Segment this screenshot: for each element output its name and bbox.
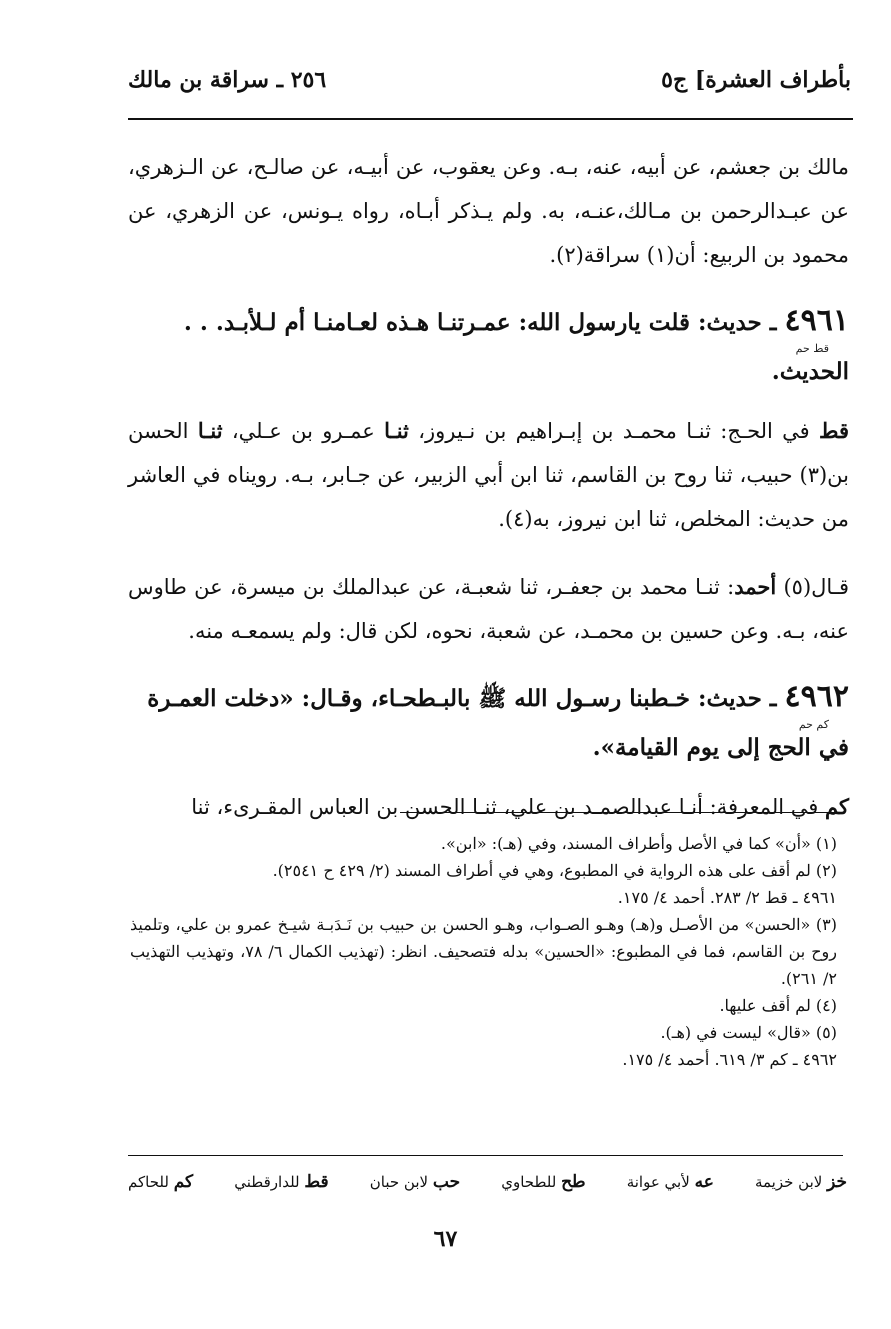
source-text: الحسن بن(٣) حبيب، ثنا روح بن القاسم، ثنا ابن أبي الزبير، عن جـابر، بـه. رويناه في العاشر من حديث: المخلص، ثنا ابن نيروز، به(٤). bbox=[128, 419, 849, 531]
legend-rule bbox=[128, 1155, 843, 1156]
hadith-number: ٤٩٦١ bbox=[784, 303, 849, 338]
source-text: في المعرفة: أنـا عبدالصمـد بن علي، ثنـا الحسن بن العباس المقـرىء، ثنا bbox=[191, 795, 826, 819]
footnote: (١) «أن» كما في الأصل وأطراف المسند، وفي (هـ): «ابن». bbox=[440, 834, 837, 853]
hadith-heading bbox=[128, 301, 849, 343]
source-text: عمـرو بن عـلي، bbox=[222, 419, 385, 443]
footnote: (٣) «الحسن» من الأصـل و(هـ) وهـو الصـواب، وهـو الحسن بن حبيب بن نَـدَبـة شيـخ عمرو بن علي، وتلميذ روح بن القاسم، فما في المطبوع: «الحسين» بدله فتصحيف. انظر: (تهذيب الكمال ٦/ ٧٨، وتهذيب التهذيب ٢/ ٢٦١). bbox=[130, 915, 837, 988]
hadith-heading bbox=[128, 677, 849, 719]
footnote: (٥) «قال» ليست في (هـ). bbox=[660, 1023, 837, 1042]
main-text bbox=[128, 145, 849, 853]
footnote-rule bbox=[400, 812, 839, 813]
source-abbr: كم bbox=[825, 794, 849, 819]
legend-item: حب لابن حبان bbox=[369, 1172, 461, 1192]
source-paragraph bbox=[128, 785, 849, 829]
legend-item: طح للطحاوي bbox=[501, 1172, 586, 1192]
hadith-sigla: قط حم bbox=[795, 342, 829, 355]
footnote: ٤٩٦١ ـ قط ٢/ ٢٨٣. أحمد ٤/ ١٧٥. bbox=[617, 888, 837, 907]
source-text: قـال(٥) bbox=[776, 575, 849, 599]
legend-item: كم للحاكم bbox=[128, 1172, 194, 1192]
legend-item: عه لأبي عوانة bbox=[626, 1172, 714, 1192]
footnote: (٢) لم أقف على هذه الرواية في المطبوع، وهي في أطراف المسند (٢/ ٤٢٩ ح ٢٥٤١). bbox=[272, 861, 837, 880]
source-paragraph bbox=[128, 409, 849, 541]
header-chapter-title: ٢٥٦ ـ سراقة بن مالك bbox=[128, 67, 327, 93]
hadith-number: ٤٩٦٢ bbox=[784, 679, 849, 714]
hadith-sigla: كم حم bbox=[798, 718, 829, 731]
source-text: : ثنـا محمد بن جعفـر، ثنا شعبـة، عن عبدالملك بن ميسرة، عن طاوس عنه، بـه. وعن حسين بن محمـد، عن شعبة، نحوه، لكن قال: ولم يسمعـه منه. bbox=[128, 575, 849, 643]
hadith-heading-text: ـ حديث: قلت يارسول الله: عمـرتنـا هـذه لعـامنـا أم لـلأبـد. . . bbox=[183, 309, 777, 336]
legend-item: خز لابن خزيمة bbox=[754, 1172, 847, 1192]
source-paragraph bbox=[128, 565, 849, 653]
running-header bbox=[128, 60, 851, 100]
abbreviation-legend bbox=[128, 1172, 847, 1192]
footnote: (٤) لم أقف عليها. bbox=[719, 996, 837, 1015]
header-rule bbox=[128, 118, 853, 120]
source-abbr: قط bbox=[819, 418, 850, 443]
header-book-title: بأطراف العشرة] ج٥ bbox=[661, 67, 851, 93]
page-number: ٦٧ bbox=[433, 1226, 458, 1252]
hadith-heading-tail: الحديث. bbox=[771, 358, 849, 385]
hadith-heading-tail: في الحج إلى يوم القيامة». bbox=[592, 734, 849, 761]
source-bold-word: ثنـا bbox=[197, 418, 223, 443]
source-abbr: أحمد bbox=[734, 574, 777, 599]
hadith-heading-text: ـ حديث: خـطبنا رسـول الله ﷺ بالبـطحـاء، وقـال: «دخلت العمـرة bbox=[147, 685, 777, 712]
intro-paragraph: مالك بن جعشم، عن أبيه، عنه، بـه. وعن يعقوب، عن أبيـه، عن صالـح، عن الـزهري، عن عبـدالرحمن بن مـالك،عنـه، به. ولم يـذكر أبـاه، رواه يـونس، عن الزهري، عن محمود بن الربيع: أن(١) سراقة(٢). bbox=[128, 155, 849, 267]
source-bold-word: ثنـا bbox=[384, 418, 409, 443]
footnote: ٤٩٦٢ ـ كم ٣/ ٦١٩. أحمد ٤/ ١٧٥. bbox=[622, 1050, 837, 1069]
source-text: في الحـج: ثنـا محمـد بن إبـراهيم بن نـيروز، bbox=[408, 419, 820, 443]
legend-item: قط للدارقطني bbox=[234, 1172, 329, 1192]
footnotes bbox=[130, 830, 847, 1073]
